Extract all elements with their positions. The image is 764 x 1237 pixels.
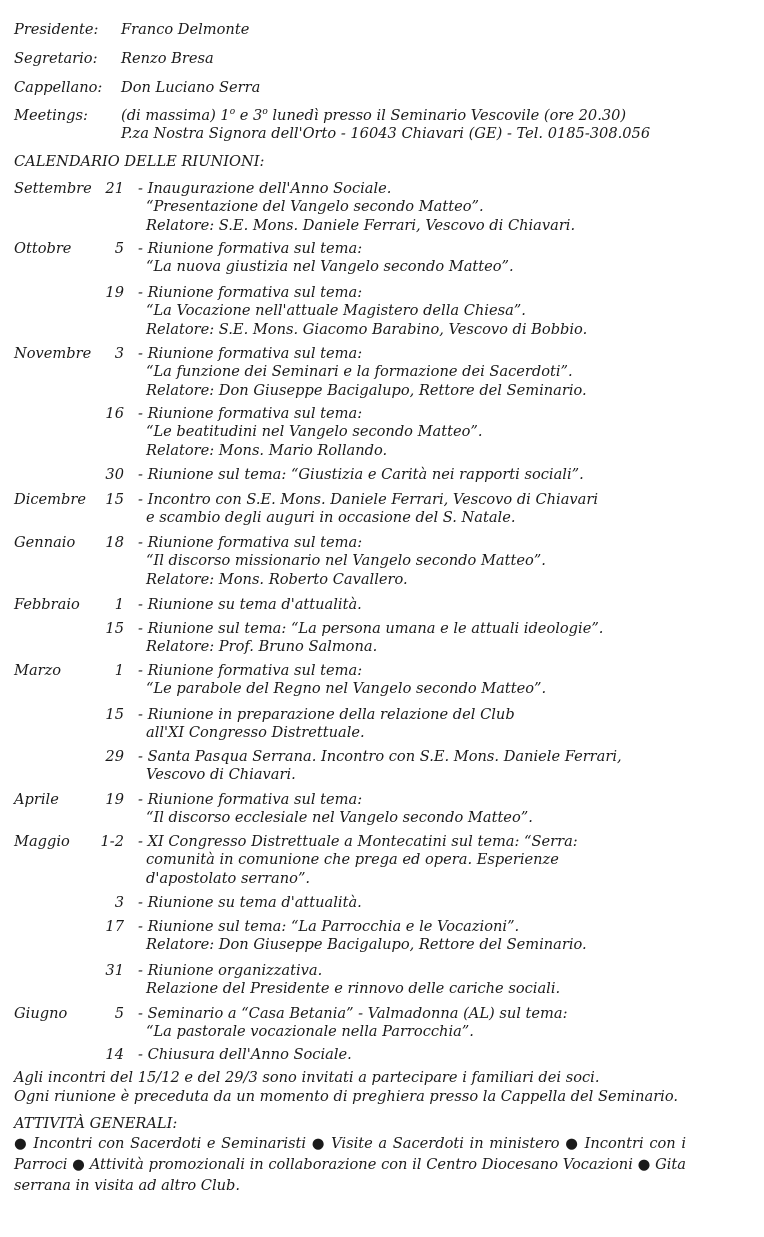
entry-detail-line: Relatore: Don Giuseppe Bacigalupo, Rettore del Seminario. [146, 381, 587, 399]
day-label: 5 [114, 1005, 124, 1022]
entry-description: - Riunione sul tema: “La persona umana e le attuali ideologie”. [138, 620, 604, 637]
month-label: Aprile [14, 791, 59, 808]
calendar-entry [138, 748, 622, 785]
entry-detail-line: Relatore: Don Giuseppe Bacigalupo, Rettore del Seminario. [146, 936, 587, 954]
day-label: 17 [105, 918, 124, 935]
calendar-entry [138, 491, 598, 528]
entry-description: - Riunione sul tema: “La Parrocchia e le Vocazioni”. [138, 918, 520, 935]
entry-description: - Incontro con S.E. Mons. Daniele Ferrari, Vescovo di Chiavari [138, 491, 599, 508]
meetings-line-1: (di massima) 1$^o$ e 3$^o$ lunedì presso il Seminario Vescovile (ore 20.30) [121, 107, 627, 124]
calendar-entry [138, 180, 575, 235]
calendar-entry [138, 620, 603, 657]
entry-description: - XI Congresso Distrettuale a Montecatini sul tema: “Serra: [138, 833, 578, 850]
entry-detail-line: “Presentazione del Vangelo secondo Matteo”. [146, 198, 484, 216]
entry-description: - Riunione sul tema: “Giustizia e Carità nei rapporti sociali”. [138, 466, 584, 483]
calendar-entry [138, 918, 587, 955]
entry-detail-line: “La Vocazione nell'attuale Magistero della Chiesa”. [146, 302, 526, 320]
month-label: Giugno [14, 1005, 68, 1022]
calendar-entry [138, 345, 587, 400]
day-label: 15 [105, 620, 124, 637]
segretario-label: Segretario: [14, 50, 98, 67]
day-label: 5 [114, 240, 124, 257]
day-label: 3 [114, 345, 124, 362]
month-label: Novembre [14, 345, 92, 362]
attivita-text: ● Incontri con Sacerdoti e Seminaristi ● Visite a Sacerdoti in ministero ● Incontri con i Parroci ● Attività promozionali in collaborazione con il Centro Diocesano Vocazioni ● Gita serrana in visita ad altro Club. [14, 1135, 686, 1194]
calendar-entry [138, 791, 533, 828]
entry-detail-line: e scambio degli auguri in occasione del S. Natale. [146, 509, 516, 527]
presidente-value: Franco Delmonte [121, 21, 250, 38]
entry-detail-line: Relatore: S.E. Mons. Giacomo Barabino, Vescovo di Bobbio. [146, 320, 588, 338]
calendar-entry [138, 662, 546, 699]
meetings-label: Meetings: [14, 107, 88, 124]
entry-detail-line: Relatore: Mons. Roberto Cavallero. [146, 570, 408, 588]
day-label: 15 [105, 491, 124, 508]
day-label: 15 [105, 706, 124, 723]
entry-detail-line: Relatore: Prof. Bruno Salmona. [146, 638, 378, 656]
calendar-entry [138, 706, 515, 743]
day-label: 19 [105, 284, 124, 301]
entry-detail-line: Vescovo di Chiavari. [146, 766, 296, 784]
segretario-value: Renzo Bresa [121, 50, 214, 67]
note-line-1: Agli incontri del 15/12 e del 29/3 sono invitati a partecipare i familiari dei soci. [14, 1069, 600, 1086]
day-label: 30 [105, 466, 124, 483]
month-label: Settembre [14, 180, 92, 197]
entry-description: - Riunione formativa sul tema: [138, 534, 363, 551]
entry-description: - Riunione organizzativa. [138, 962, 323, 979]
entry-detail-line: “La nuova giustizia nel Vangelo secondo Matteo”. [146, 258, 514, 276]
calendar-entry [138, 962, 560, 999]
day-label: 1 [114, 596, 124, 613]
entry-description: - Riunione formativa sul tema: [138, 345, 363, 362]
entry-description: - Riunione formativa sul tema: [138, 662, 363, 679]
month-label: Maggio [14, 833, 70, 850]
entry-description: - Riunione in preparazione della relazione del Club [138, 706, 515, 723]
entry-description: - Riunione su tema d'attualità. [138, 894, 362, 911]
entry-detail-line: “Le parabole del Regno nel Vangelo secondo Matteo”. [146, 680, 547, 698]
day-label: 1-2 [100, 833, 124, 850]
calendar-entry [138, 405, 482, 460]
entry-detail-line: “Le beatitudini nel Vangelo secondo Matteo”. [146, 423, 483, 441]
month-label: Ottobre [14, 240, 72, 257]
entry-detail-line: d'apostolato serrano”. [146, 869, 311, 887]
calendar-entry [138, 240, 514, 277]
calendar-entry [138, 1046, 352, 1064]
entry-detail-line: comunità in comunione che prega ed opera. Esperienze [146, 851, 559, 869]
cappellano-label: Cappellano: [14, 79, 103, 96]
calendar-entry [138, 1005, 568, 1042]
calendar-entry [138, 284, 587, 339]
entry-description: - Inaugurazione dell'Anno Sociale. [138, 180, 392, 197]
month-label: Gennaio [14, 534, 76, 551]
presidente-label: Presidente: [14, 21, 99, 38]
cappellano-value: Don Luciano Serra [121, 79, 261, 96]
entry-description: - Riunione formativa sul tema: [138, 791, 363, 808]
entry-description: - Riunione formativa sul tema: [138, 284, 363, 301]
note-line-2: Ogni riunione è preceduta da un momento di preghiera presso la Cappella del Seminario. [14, 1088, 679, 1105]
attivita-title: ATTIVITÀ GENERALI: [14, 1115, 178, 1132]
month-label: Dicembre [14, 491, 86, 508]
day-label: 16 [105, 405, 124, 422]
entry-detail-line: all'XI Congresso Distrettuale. [146, 724, 365, 742]
calendar-entry [138, 894, 362, 912]
calendar-entry [138, 466, 584, 484]
entry-description: - Riunione formativa sul tema: [138, 405, 363, 422]
entry-description: - Seminario a “Casa Betania” - Valmadonna (AL) sul tema: [138, 1005, 568, 1022]
meetings-line-2: P.za Nostra Signora dell'Orto - 16043 Chiavari (GE) - Tel. 0185-308.056 [121, 125, 651, 142]
entry-detail-line: “La funzione dei Seminari e la formazione dei Sacerdoti”. [146, 363, 573, 381]
day-label: 31 [105, 962, 124, 979]
day-label: 29 [105, 748, 124, 765]
day-label: 21 [105, 180, 124, 197]
entry-description: - Chiusura dell'Anno Sociale. [138, 1046, 352, 1063]
month-label: Marzo [14, 662, 62, 679]
day-label: 14 [105, 1046, 124, 1063]
day-label: 3 [114, 894, 124, 911]
calendar-entry [138, 596, 362, 614]
entry-description: - Riunione formativa sul tema: [138, 240, 363, 257]
day-label: 18 [105, 534, 124, 551]
entry-detail-line: “Il discorso ecclesiale nel Vangelo secondo Matteo”. [146, 809, 533, 827]
calendar-title: CALENDARIO DELLE RIUNIONI: [14, 153, 265, 170]
entry-description: - Santa Pasqua Serrana. Incontro con S.E. Mons. Daniele Ferrari, [138, 748, 622, 765]
entry-detail-line: Relatore: Mons. Mario Rollando. [146, 441, 388, 459]
day-label: 1 [114, 662, 124, 679]
entry-detail-line: “La pastorale vocazionale nella Parrocchia”. [146, 1023, 474, 1041]
entry-detail-line: Relatore: S.E. Mons. Daniele Ferrari, Vescovo di Chiavari. [146, 216, 576, 234]
calendar-entry [138, 534, 546, 589]
entry-description: - Riunione su tema d'attualità. [138, 596, 362, 613]
day-label: 19 [105, 791, 124, 808]
entry-detail-line: Relazione del Presidente e rinnovo delle cariche sociali. [146, 980, 561, 998]
month-label: Febbraio [14, 596, 80, 613]
calendar-entry [138, 833, 578, 888]
entry-detail-line: “Il discorso missionario nel Vangelo secondo Matteo”. [146, 552, 546, 570]
